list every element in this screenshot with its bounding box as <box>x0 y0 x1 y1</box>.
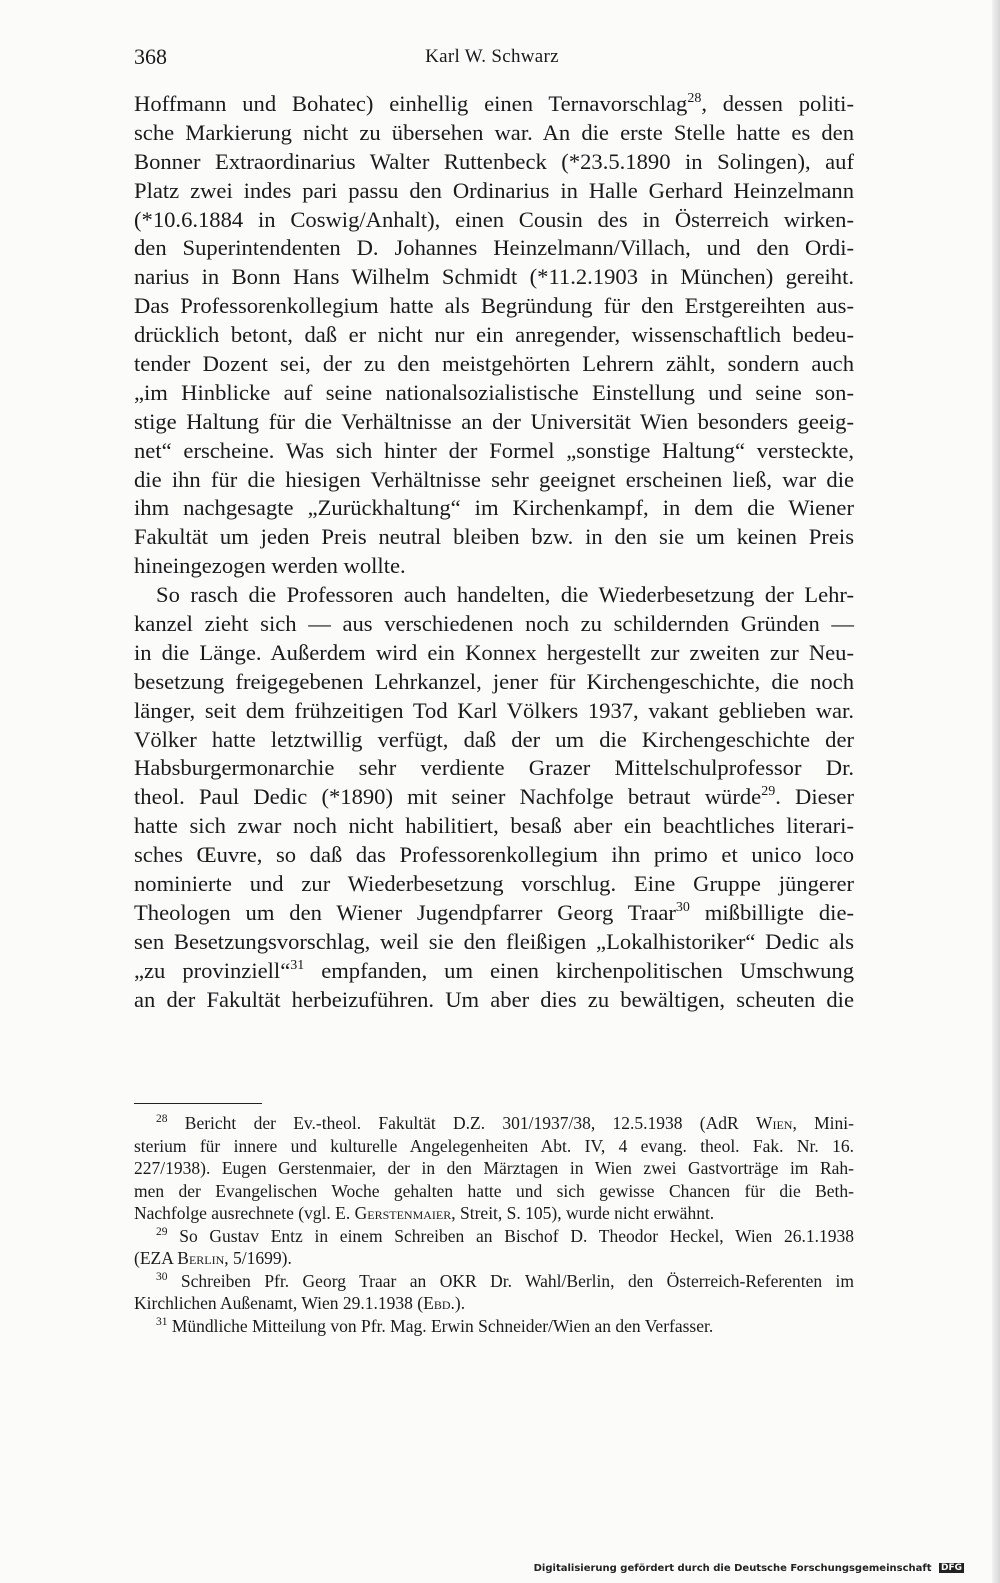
body-line: Bonner Extraordinarius Walter Ruttenbeck (*23.5.1890 in Solingen), auf <box>134 148 854 174</box>
footnote-line: sterium für innere und kulturelle Angelegenheiten Abt. IV, 4 evang. theol. Fak. Nr. 16. <box>134 1135 854 1156</box>
body-line: besetzung freigegebenen Lehrkanzel, jener für Kirchengeschichte, die noch <box>134 668 854 694</box>
body-line: drücklich betont, daß er nicht nur ein anregender, wissenschaftlich bedeu- <box>134 322 854 348</box>
footnote-number: 29 <box>156 1225 168 1238</box>
footnote-ref[interactable]: 28 <box>687 91 702 106</box>
footnote-line: $^{28}$ Bericht der Ev.-theol. Fakultät D.Z. 301/1937/38, 12.5.1938 (AdR Wien, Mini- <box>156 1113 854 1133</box>
body-line: Theologen um den Wiener Jugendpfarrer Georg Traar$^{30}$ mißbilligte die- <box>134 899 854 925</box>
footnote-number: 30 <box>156 1270 168 1283</box>
footnote-line: (EZA Berlin, 5/1699). <box>134 1248 292 1268</box>
body-line: kanzel zieht sich — aus verschiedenen noch zu schildernden Gründen — <box>134 611 854 637</box>
page-header <box>134 44 850 74</box>
body-line: in die Länge. Außerdem wird ein Konnex hergestellt zur zweiten zur Neu- <box>134 639 854 665</box>
footnote-number: 31 <box>156 1315 168 1328</box>
running-head: Karl W. Schwarz <box>425 46 559 67</box>
body-line: länger, seit dem frühzeitigen Tod Karl Völkers 1937, vakant geblieben war. <box>134 697 854 723</box>
body-line: theol. Paul Dedic (*1890) mit seiner Nachfolge betraut würde$^{29}$. Dieser <box>134 784 854 810</box>
page-number: 368 <box>134 44 167 69</box>
footnote-separator <box>134 1103 262 1104</box>
body-line: den Superintendenten D. Johannes Heinzelmann/Villach, und den Ordi- <box>134 235 854 261</box>
body-line: sen Besetzungsvorschlag, weil sie den fleißigen „Lokalhistoriker“ Dedic als <box>134 928 854 954</box>
footnote-line: Kirchlichen Außenamt, Wien 29.1.1938 (Ebd.). <box>134 1293 466 1313</box>
body-text <box>134 90 854 1015</box>
footnotes <box>134 1112 854 1337</box>
body-line: sche Markierung nicht zu übersehen war. An die erste Stelle hatte es den <box>134 119 854 145</box>
body-line: narius in Bonn Hans Wilhelm Schmidt (*11.2.1903 in München) gereiht. <box>134 264 854 290</box>
body-line: stige Haltung für die Verhältnisse an der Universität Wien besonders geeig- <box>134 408 854 434</box>
body-line: So rasch die Professoren auch handelten, die Wiederbesetzung der Lehr- <box>156 582 854 608</box>
body-line: Platz zwei indes pari passu den Ordinarius in Halle Gerhard Heinzelmann <box>134 177 854 203</box>
digitization-credit <box>534 1563 964 1574</box>
body-line: Völker hatte letztwillig verfügt, daß der um die Kirchengeschichte der <box>134 726 854 752</box>
body-line: sches Œuvre, so daß das Professorenkollegium ihn primo et unico loco <box>134 842 854 868</box>
body-line: an der Fakultät herbeizuführen. Um aber dies zu bewältigen, scheuten die <box>134 986 854 1012</box>
body-line: Hoffmann und Bohatec) einhellig einen Ternavorschlag$^{28}$, dessen politi- <box>134 91 854 116</box>
body-line: hineingezogen werden wollte. <box>134 553 406 579</box>
body-line: „im Hinblicke auf seine nationalsozialistische Einstellung und seine son- <box>134 379 854 405</box>
body-line: ihm nachgesagte „Zurückhaltung“ im Kirchenkampf, in dem die Wiener <box>134 495 854 521</box>
footnote-line: 227/1938). Eugen Gerstenmaier, der in den Märztagen in Wien zwei Gastvorträge im Rah- <box>134 1158 854 1178</box>
scan-edge <box>992 0 1000 1583</box>
footnote-number: 28 <box>156 1113 168 1125</box>
body-line: net“ erscheine. Was sich hinter der Formel „sonstige Haltung“ versteckte, <box>134 437 854 463</box>
body-line: tender Dozent sei, der zu den meistgehörten Lehrern zählt, sondern auch <box>134 351 854 377</box>
dfg-logo-icon: DFG <box>940 1563 962 1573</box>
body-line: „zu provinziell“$^{31}$ empfanden, um einen kirchenpolitischen Umschwung <box>134 957 854 983</box>
body-line: Fakultät um jeden Preis neutral bleiben bzw. in den sie um keinen Preis <box>134 524 854 550</box>
footnote-line: $^{29}$ So Gustav Entz in einem Schreiben an Bischof D. Theodor Heckel, Wien 26.1.1938 <box>156 1225 854 1246</box>
body-line: hatte sich zwar noch nicht habilitiert, besaß aber ein beachtliches literari- <box>134 813 854 839</box>
body-line: Habsburgermonarchie sehr verdiente Grazer Mittelschulprofessor Dr. <box>134 755 854 781</box>
body-line: die ihn für die hiesigen Verhältnisse sehr geeignet erscheinen ließ, war die <box>134 466 854 492</box>
footnote-line: men der Evangelischen Woche gehalten hatte und sich gewisse Chancen für die Beth- <box>134 1180 854 1201</box>
footnote-line: $^{30}$ Schreiben Pfr. Georg Traar an OKR Dr. Wahl/Berlin, den Österreich-Referenten im <box>156 1270 854 1291</box>
footnote-line: Nachfolge ausrechnete (vgl. E. Gerstenmaier, Streit, S. 105), wurde nicht erwähnt. <box>134 1203 715 1223</box>
footnote-ref[interactable]: 29 <box>761 784 776 800</box>
credit-text: Digitalisierung gefördert durch die Deutsche Forschungsgemeinschaft <box>533 1563 932 1574</box>
footnote-ref[interactable]: 31 <box>290 957 305 973</box>
body-line: nominierte und zur Wiederbesetzung vorschlug. Eine Gruppe jüngerer <box>134 871 854 897</box>
footnote-line: $^{31}$ Mündliche Mitteilung von Pfr. Mag. Erwin Schneider/Wien an den Verfasser. <box>156 1315 714 1336</box>
body-line: (*10.6.1884 in Coswig/Anhalt), einen Cousin des in Österreich wirken- <box>134 206 854 232</box>
body-line: Das Professorenkollegium hatte als Begründung für den Erstgereihten aus- <box>134 293 854 319</box>
footnote-ref[interactable]: 30 <box>675 899 690 915</box>
